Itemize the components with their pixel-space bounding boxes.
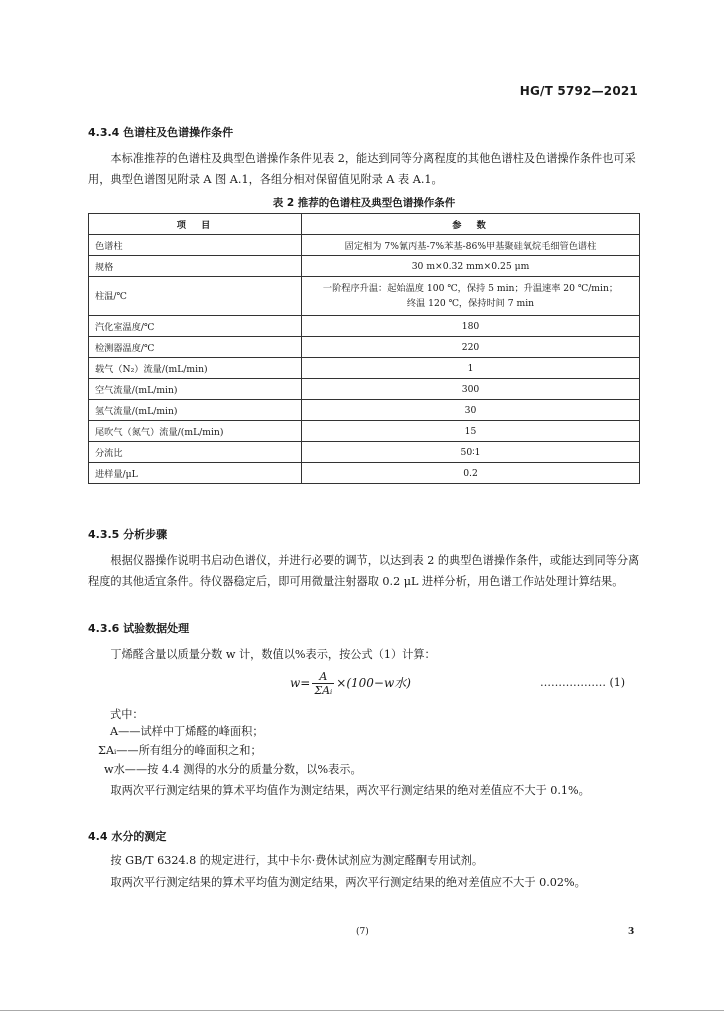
section-heading-4-3-4: 4.3.4 色谱柱及色谱操作条件 [88,126,234,139]
row-value: 50∶1 [302,442,640,463]
table-row [89,358,640,379]
formula-denominator: ΣAᵢ [314,684,333,697]
row-item: 汽化室温度/℃ [89,316,302,337]
page-number: 3 [628,927,635,937]
table-row [89,337,640,358]
row-item: 氢气流量/(mL/min) [89,400,302,421]
definition-a: A——试样中丁烯醛的峰面积； [110,725,264,738]
bottom-scan-line [0,1010,724,1011]
paragraph-4-4-1: 按 GB/T 6324.8 的规定进行，其中卡尔·费休试剂应为测定醛酮专用试剂。 [110,854,484,867]
row-item: 尾吹气（氮气）流量/(mL/min) [89,421,302,442]
equation-number: ……………… (1) [540,676,626,689]
row-item: 规格 [89,256,302,277]
table-row [89,277,640,316]
row-value: 220 [302,337,640,358]
row-item: 空气流量/(mL/min) [89,379,302,400]
paragraph-4-3-6: 丁烯醛含量以质量分数 w 计，数值以%表示，按公式（1）计算： [110,648,436,661]
formula-numerator: A [312,670,334,684]
table-row [89,421,640,442]
formula-fraction [312,670,334,697]
result-statement: 取两次平行测定结果的算术平均值作为测定结果，两次平行测定结果的绝对差值应不大于 0.1%。 [110,784,590,797]
row-item: 检测器温度/℃ [89,337,302,358]
conditions-table [88,213,640,484]
definition-w-water: w水——按 4.4 测得的水分的质量分数，以%表示。 [104,763,362,776]
row-item: 分流比 [89,442,302,463]
where-label: 式中： [110,708,144,721]
row-value-line1: 一阶程序升温：起始温度 100 ℃，保持 5 min；升温速率 20 ℃/min； [322,283,619,294]
row-value-line2: 终温 120 ℃，保持时间 7 min [406,298,535,309]
section-heading-4-3-6: 4.3.6 试验数据处理 [88,622,190,635]
row-item: 柱温/℃ [89,277,302,316]
paragraph-4-3-5: 根据仪器操作说明书启动色谱仪，并进行必要的调节，以达到表 2 的典型色谱操作条件，或能达到同等分离程度的其他适宜条件。待仪器稳定后，即可用微量注射器取 0.2 μL 进样分析，用色谱工作站处理计算结果。 [88,554,640,588]
row-value: 30 m×0.32 mm×0.25 μm [302,256,640,277]
formula-lhs: w= [290,676,311,690]
col-header-item: 项 目 [89,214,302,235]
row-item: 载气（N₂）流量/(mL/min) [89,358,302,379]
table-row [89,235,640,256]
table-caption: 表 2 推荐的色谱柱及典型色谱操作条件 [272,197,456,209]
formula-rhs: ×(100−w水) [336,676,411,690]
col-header-param: 参 数 [302,214,640,235]
row-value: 180 [302,316,640,337]
section-heading-4-4: 4.4 水分的测定 [88,830,167,843]
row-item: 色谱柱 [89,235,302,256]
row-item: 进样量/μL [89,463,302,484]
row-value [302,277,640,316]
section-heading-4-3-5: 4.3.5 分析步骤 [88,528,168,541]
definition-sum-a: ΣAᵢ——所有组分的峰面积之和； [98,744,262,757]
table-row [89,400,640,421]
formula-1 [290,670,411,697]
standard-number: HG/T 5792—2021 [519,84,638,98]
row-value: 1 [302,358,640,379]
footer-center-number: (7) [356,927,369,937]
row-value: 30 [302,400,640,421]
table-row [89,442,640,463]
table-row [89,463,640,484]
table-row [89,316,640,337]
paragraph-4-3-4: 本标准推荐的色谱柱及典型色谱操作条件见表 2，能达到同等分离程度的其他色谱柱及色谱操作条件也可采用，典型色谱图见附录 A 图 A.1，各组分相对保留值见附录 A 表 A.1。 [88,152,636,186]
paragraph-4-4-2: 取两次平行测定结果的算术平均值为测定结果，两次平行测定结果的绝对差值应不大于 0.02%。 [110,876,586,889]
table-row [89,256,640,277]
row-value: 15 [302,421,640,442]
row-value: 300 [302,379,640,400]
row-value: 固定相为 7%氰丙基-7%苯基-86%甲基聚硅氧烷毛细管色谱柱 [302,235,640,256]
row-value: 0.2 [302,463,640,484]
table-row [89,379,640,400]
table-header-row [89,214,640,235]
